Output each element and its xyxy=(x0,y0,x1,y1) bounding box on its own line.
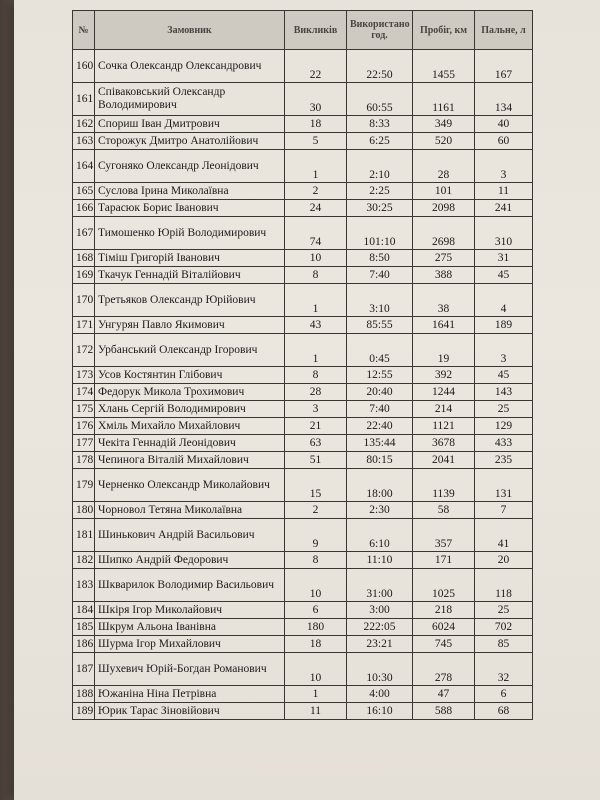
table-row xyxy=(73,200,533,217)
customer-name: Южаніна Ніна Петрівна xyxy=(95,686,285,703)
used-time: 8:50 xyxy=(347,250,413,267)
row-number: 178 xyxy=(73,452,95,469)
calls-count: 74 xyxy=(285,217,347,250)
calls-count: 8 xyxy=(285,552,347,569)
fuel-liters: 118 xyxy=(475,569,533,602)
table-row xyxy=(73,334,533,367)
table-row xyxy=(73,469,533,502)
table-row xyxy=(73,703,533,720)
row-number: 189 xyxy=(73,703,95,720)
fuel-liters: 60 xyxy=(475,133,533,150)
fuel-liters: 4 xyxy=(475,284,533,317)
mileage-km: 218 xyxy=(413,602,475,619)
calls-count: 11 xyxy=(285,703,347,720)
row-number: 162 xyxy=(73,116,95,133)
row-number: 188 xyxy=(73,686,95,703)
customer-name: Тіміш Григорій Іванович xyxy=(95,250,285,267)
used-time: 101:10 xyxy=(347,217,413,250)
row-number: 177 xyxy=(73,435,95,452)
used-time: 12:55 xyxy=(347,367,413,384)
header-used-time: Використано год. xyxy=(347,11,413,50)
mileage-km: 2041 xyxy=(413,452,475,469)
mileage-km: 1161 xyxy=(413,83,475,116)
table-row xyxy=(73,602,533,619)
calls-count: 51 xyxy=(285,452,347,469)
customer-name: Черненко Олександр Миколайович xyxy=(95,469,285,502)
row-number: 184 xyxy=(73,602,95,619)
calls-count: 1 xyxy=(285,686,347,703)
fuel-liters: 25 xyxy=(475,401,533,418)
calls-count: 180 xyxy=(285,619,347,636)
fuel-liters: 7 xyxy=(475,502,533,519)
table-row xyxy=(73,267,533,284)
table-row xyxy=(73,452,533,469)
customer-name: Урбанський Олександр Ігорович xyxy=(95,334,285,367)
table-row xyxy=(73,250,533,267)
row-number: 160 xyxy=(73,50,95,83)
used-time: 8:33 xyxy=(347,116,413,133)
table-row xyxy=(73,150,533,183)
customer-name: Шкварилок Володимир Васильович xyxy=(95,569,285,602)
row-number: 164 xyxy=(73,150,95,183)
used-time: 80:15 xyxy=(347,452,413,469)
table-row xyxy=(73,435,533,452)
mileage-km: 388 xyxy=(413,267,475,284)
used-time: 10:30 xyxy=(347,653,413,686)
table-row xyxy=(73,183,533,200)
calls-count: 18 xyxy=(285,116,347,133)
used-time: 2:25 xyxy=(347,183,413,200)
row-number: 182 xyxy=(73,552,95,569)
table-row xyxy=(73,50,533,83)
calls-count: 10 xyxy=(285,653,347,686)
mileage-km: 1025 xyxy=(413,569,475,602)
customer-name: Сторожук Дмитро Анатолійович xyxy=(95,133,285,150)
mileage-km: 275 xyxy=(413,250,475,267)
used-time: 85:55 xyxy=(347,317,413,334)
customer-name: Чекіта Геннадій Леонідович xyxy=(95,435,285,452)
fuel-liters: 235 xyxy=(475,452,533,469)
table-row xyxy=(73,636,533,653)
calls-count: 18 xyxy=(285,636,347,653)
fuel-liters: 3 xyxy=(475,150,533,183)
calls-count: 2 xyxy=(285,183,347,200)
row-number: 174 xyxy=(73,384,95,401)
row-number: 163 xyxy=(73,133,95,150)
customer-name: Шкіря Ігор Миколайович xyxy=(95,602,285,619)
mileage-km: 278 xyxy=(413,653,475,686)
used-time: 23:21 xyxy=(347,636,413,653)
calls-count: 3 xyxy=(285,401,347,418)
table-row xyxy=(73,653,533,686)
row-number: 165 xyxy=(73,183,95,200)
customer-name: Сугоняко Олександр Леонідович xyxy=(95,150,285,183)
fuel-liters: 189 xyxy=(475,317,533,334)
row-number: 166 xyxy=(73,200,95,217)
customer-name: Спориш Іван Дмитрович xyxy=(95,116,285,133)
table-row xyxy=(73,83,533,116)
table-row xyxy=(73,686,533,703)
mileage-km: 1641 xyxy=(413,317,475,334)
table-header-row xyxy=(73,11,533,50)
mileage-km: 171 xyxy=(413,552,475,569)
mileage-km: 392 xyxy=(413,367,475,384)
customer-name: Шипко Андрій Федорович xyxy=(95,552,285,569)
calls-count: 21 xyxy=(285,418,347,435)
mileage-km: 2698 xyxy=(413,217,475,250)
row-number: 161 xyxy=(73,83,95,116)
customer-name: Хміль Михайло Михайлович xyxy=(95,418,285,435)
mileage-km: 588 xyxy=(413,703,475,720)
row-number: 170 xyxy=(73,284,95,317)
calls-count: 8 xyxy=(285,367,347,384)
row-number: 180 xyxy=(73,502,95,519)
calls-count: 43 xyxy=(285,317,347,334)
table-row xyxy=(73,519,533,552)
customer-name: Юрик Тарас Зіновійович xyxy=(95,703,285,720)
header-customer: Замовник xyxy=(95,11,285,50)
table-row xyxy=(73,401,533,418)
customer-name: Хлань Сергій Володимирович xyxy=(95,401,285,418)
fuel-liters: 20 xyxy=(475,552,533,569)
customer-name: Співаковський Олександр Володимирович xyxy=(95,83,285,116)
customer-name: Третьяков Олександр Юрійович xyxy=(95,284,285,317)
mileage-km: 357 xyxy=(413,519,475,552)
used-time: 60:55 xyxy=(347,83,413,116)
calls-count: 1 xyxy=(285,284,347,317)
fuel-liters: 32 xyxy=(475,653,533,686)
used-time: 3:00 xyxy=(347,602,413,619)
row-number: 167 xyxy=(73,217,95,250)
table-row xyxy=(73,367,533,384)
calls-count: 8 xyxy=(285,267,347,284)
mileage-km: 58 xyxy=(413,502,475,519)
mileage-km: 1139 xyxy=(413,469,475,502)
table-row xyxy=(73,502,533,519)
fuel-liters: 433 xyxy=(475,435,533,452)
table-row xyxy=(73,284,533,317)
used-time: 11:10 xyxy=(347,552,413,569)
customer-usage-table xyxy=(72,10,533,720)
fuel-liters: 310 xyxy=(475,217,533,250)
fuel-liters: 45 xyxy=(475,367,533,384)
row-number: 172 xyxy=(73,334,95,367)
customer-name: Шухевич Юрій-Богдан Романович xyxy=(95,653,285,686)
calls-count: 30 xyxy=(285,83,347,116)
mileage-km: 1455 xyxy=(413,50,475,83)
used-time: 7:40 xyxy=(347,267,413,284)
calls-count: 10 xyxy=(285,250,347,267)
calls-count: 28 xyxy=(285,384,347,401)
calls-count: 9 xyxy=(285,519,347,552)
customer-name: Федорук Микола Трохимович xyxy=(95,384,285,401)
used-time: 0:45 xyxy=(347,334,413,367)
fuel-liters: 167 xyxy=(475,50,533,83)
row-number: 187 xyxy=(73,653,95,686)
row-number: 168 xyxy=(73,250,95,267)
header-fuel: Пальне, л xyxy=(475,11,533,50)
customer-name: Ткачук Геннадій Віталійович xyxy=(95,267,285,284)
fuel-liters: 68 xyxy=(475,703,533,720)
used-time: 22:40 xyxy=(347,418,413,435)
fuel-liters: 129 xyxy=(475,418,533,435)
calls-count: 22 xyxy=(285,50,347,83)
used-time: 6:10 xyxy=(347,519,413,552)
fuel-liters: 25 xyxy=(475,602,533,619)
used-time: 18:00 xyxy=(347,469,413,502)
used-time: 16:10 xyxy=(347,703,413,720)
fuel-liters: 6 xyxy=(475,686,533,703)
customer-name: Тарасюк Борис Іванович xyxy=(95,200,285,217)
used-time: 3:10 xyxy=(347,284,413,317)
table-row xyxy=(73,116,533,133)
fuel-liters: 31 xyxy=(475,250,533,267)
mileage-km: 28 xyxy=(413,150,475,183)
used-time: 2:30 xyxy=(347,502,413,519)
table-row xyxy=(73,217,533,250)
row-number: 175 xyxy=(73,401,95,418)
mileage-km: 214 xyxy=(413,401,475,418)
customer-name: Унгурян Павло Якимович xyxy=(95,317,285,334)
header-no: № xyxy=(73,11,95,50)
customer-name: Чепинога Віталій Михайлович xyxy=(95,452,285,469)
fuel-liters: 134 xyxy=(475,83,533,116)
row-number: 171 xyxy=(73,317,95,334)
used-time: 30:25 xyxy=(347,200,413,217)
used-time: 4:00 xyxy=(347,686,413,703)
used-time: 31:00 xyxy=(347,569,413,602)
table-row xyxy=(73,569,533,602)
calls-count: 1 xyxy=(285,334,347,367)
used-time: 135:44 xyxy=(347,435,413,452)
fuel-liters: 45 xyxy=(475,267,533,284)
used-time: 20:40 xyxy=(347,384,413,401)
used-time: 2:10 xyxy=(347,150,413,183)
mileage-km: 520 xyxy=(413,133,475,150)
mileage-km: 38 xyxy=(413,284,475,317)
calls-count: 2 xyxy=(285,502,347,519)
customer-name: Сочка Олександр Олександрович xyxy=(95,50,285,83)
calls-count: 63 xyxy=(285,435,347,452)
used-time: 7:40 xyxy=(347,401,413,418)
table-row xyxy=(73,619,533,636)
row-number: 176 xyxy=(73,418,95,435)
fuel-liters: 85 xyxy=(475,636,533,653)
table-row xyxy=(73,384,533,401)
used-time: 6:25 xyxy=(347,133,413,150)
mileage-km: 47 xyxy=(413,686,475,703)
fuel-liters: 241 xyxy=(475,200,533,217)
calls-count: 5 xyxy=(285,133,347,150)
mileage-km: 745 xyxy=(413,636,475,653)
fuel-liters: 11 xyxy=(475,183,533,200)
table-row xyxy=(73,317,533,334)
row-number: 185 xyxy=(73,619,95,636)
mileage-km: 1121 xyxy=(413,418,475,435)
customer-name: Шкрум Альона Іванівна xyxy=(95,619,285,636)
calls-count: 6 xyxy=(285,602,347,619)
table-row xyxy=(73,552,533,569)
mileage-km: 19 xyxy=(413,334,475,367)
mileage-km: 2098 xyxy=(413,200,475,217)
row-number: 186 xyxy=(73,636,95,653)
mileage-km: 349 xyxy=(413,116,475,133)
table-row xyxy=(73,418,533,435)
header-mileage: Пробіг, км xyxy=(413,11,475,50)
fuel-liters: 41 xyxy=(475,519,533,552)
mileage-km: 101 xyxy=(413,183,475,200)
customer-name: Усов Костянтин Глібович xyxy=(95,367,285,384)
calls-count: 15 xyxy=(285,469,347,502)
calls-count: 1 xyxy=(285,150,347,183)
row-number: 173 xyxy=(73,367,95,384)
customer-name: Шурма Ігор Михайлович xyxy=(95,636,285,653)
row-number: 183 xyxy=(73,569,95,602)
fuel-liters: 40 xyxy=(475,116,533,133)
fuel-liters: 3 xyxy=(475,334,533,367)
calls-count: 10 xyxy=(285,569,347,602)
used-time: 22:50 xyxy=(347,50,413,83)
table-row xyxy=(73,133,533,150)
fuel-liters: 131 xyxy=(475,469,533,502)
customer-name: Чорновол Тетяна Миколаївна xyxy=(95,502,285,519)
mileage-km: 1244 xyxy=(413,384,475,401)
calls-count: 24 xyxy=(285,200,347,217)
fuel-liters: 702 xyxy=(475,619,533,636)
mileage-km: 6024 xyxy=(413,619,475,636)
mileage-km: 3678 xyxy=(413,435,475,452)
used-time: 222:05 xyxy=(347,619,413,636)
customer-name: Тимошенко Юрій Володимирович xyxy=(95,217,285,250)
header-calls: Викликів xyxy=(285,11,347,50)
fuel-liters: 143 xyxy=(475,384,533,401)
row-number: 181 xyxy=(73,519,95,552)
row-number: 169 xyxy=(73,267,95,284)
customer-name: Суслова Ірина Миколаївна xyxy=(95,183,285,200)
row-number: 179 xyxy=(73,469,95,502)
customer-name: Шинькович Андрій Васильович xyxy=(95,519,285,552)
